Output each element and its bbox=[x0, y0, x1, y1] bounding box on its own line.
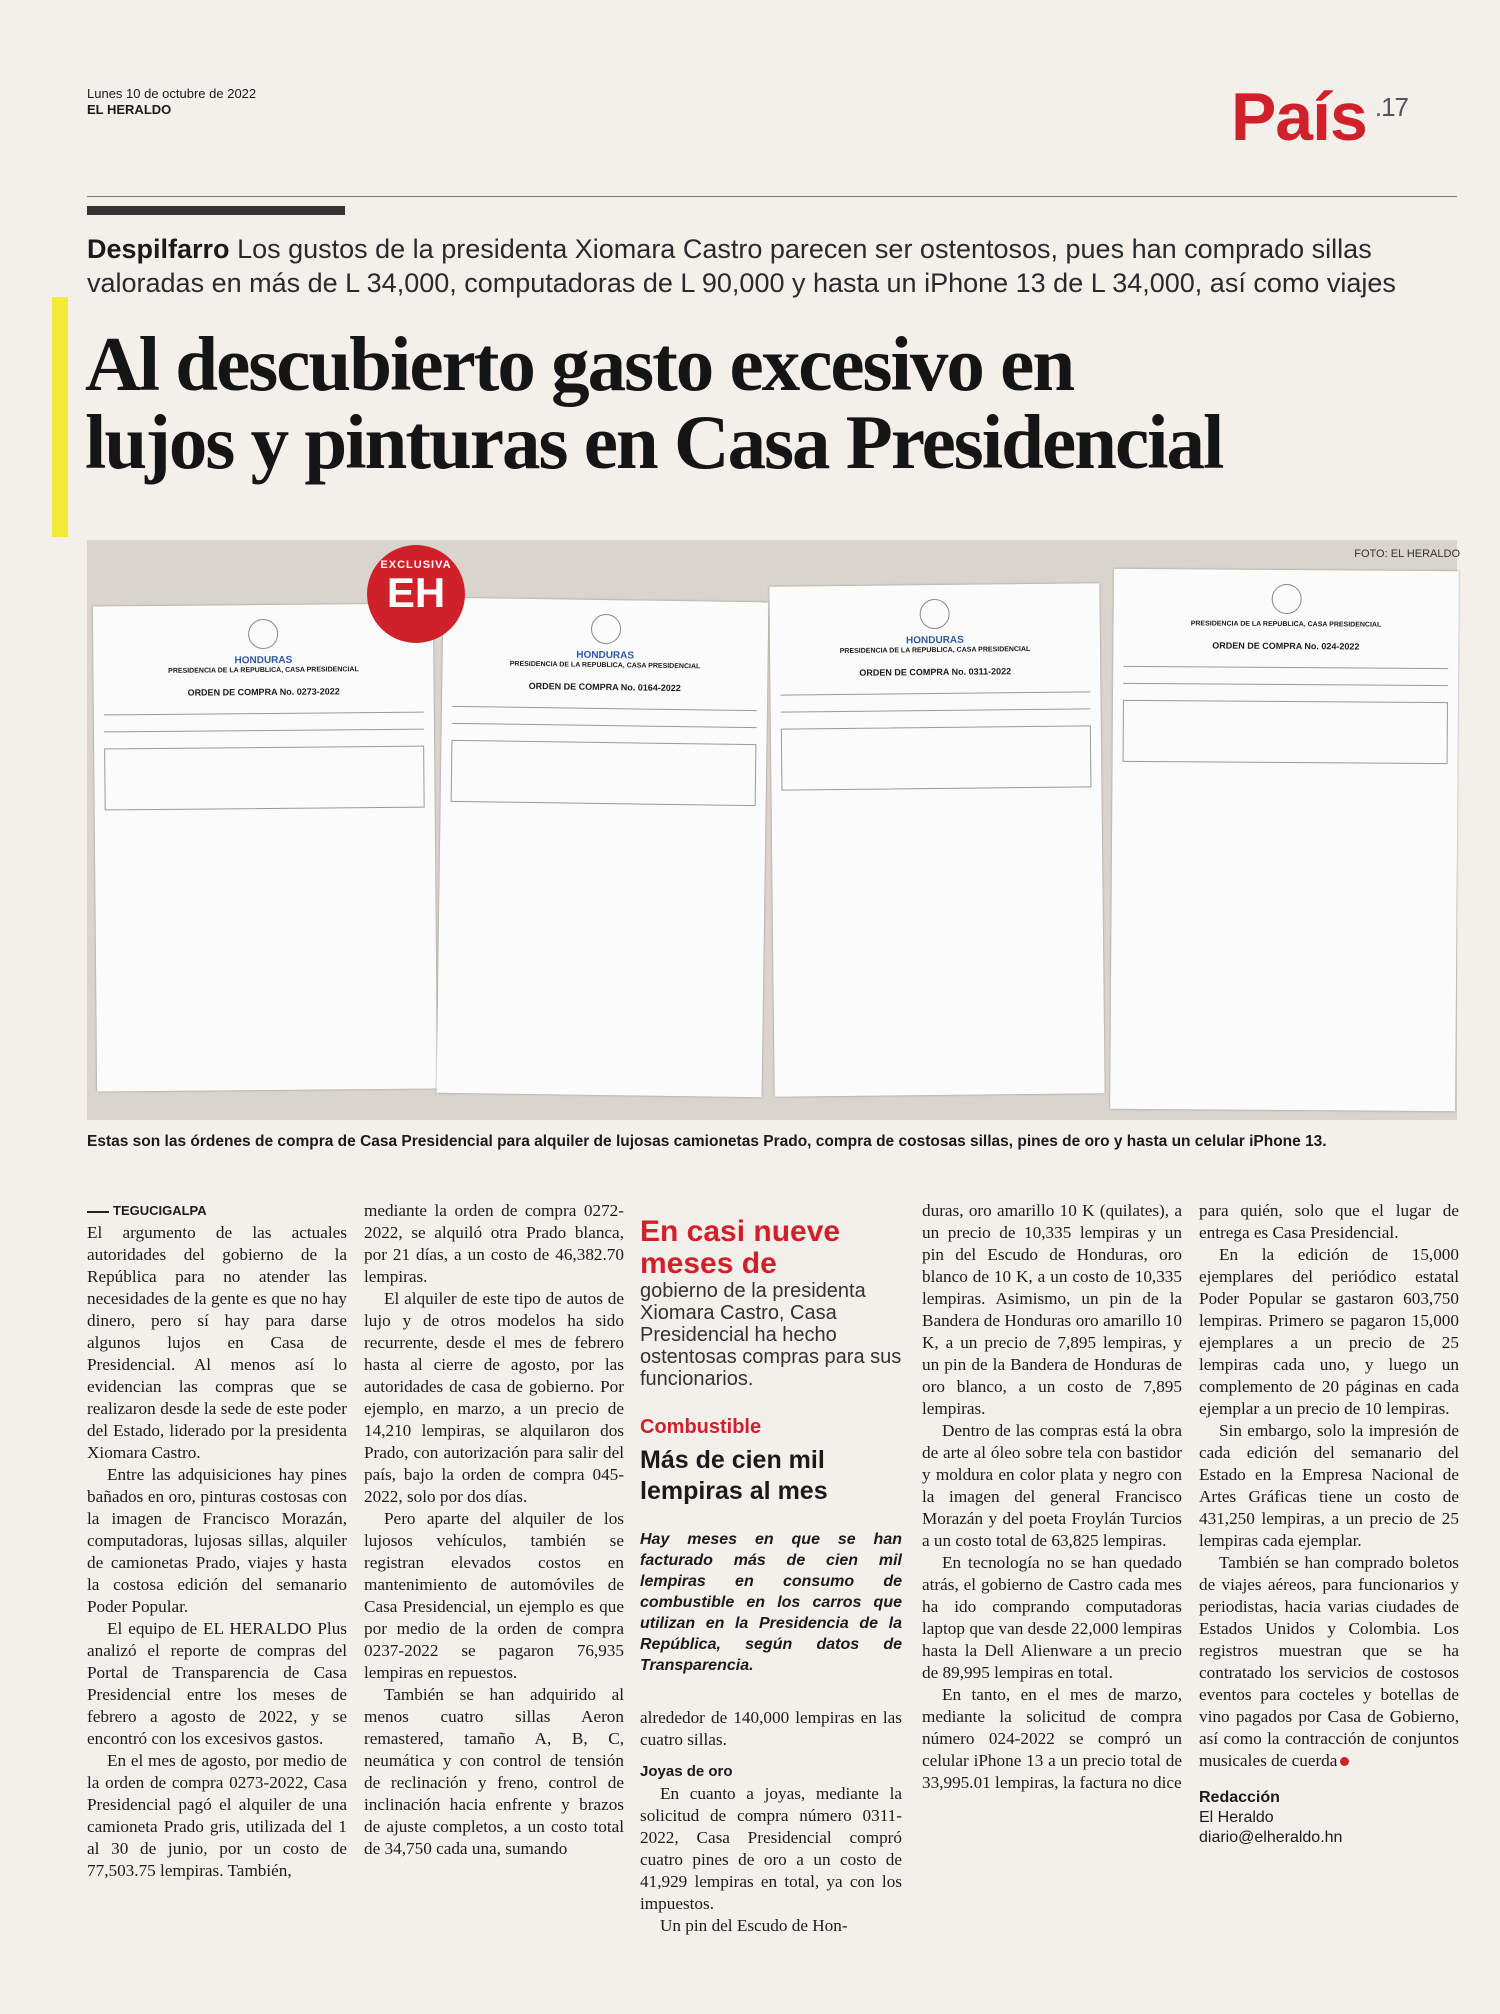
paragraph: mediante la orden de compra 0272-2022, se alquiló otra Prado blanca, por 21 días, a un costo de 46,382.70 lempiras. bbox=[364, 1201, 624, 1286]
doc-order-number: ORDEN DE COMPRA No. 0164-2022 bbox=[528, 680, 681, 694]
doc-institution: PRESIDENCIA DE LA REPUBLICA, CASA PRESIDENCIAL bbox=[509, 660, 701, 671]
paragraph: para quién, solo que el lugar de entrega es Casa Presidencial. bbox=[1199, 1201, 1459, 1242]
paragraph: Entre las adquisiciones hay pines bañados en oro, pinturas costosas con la imagen de Francisco Morazán, computadoras, lujosas sillas, alquiler de camionetas Prado, viajes y hasta la costosa edición del semanario Poder Popular. bbox=[87, 1465, 347, 1616]
article-column-5 bbox=[1199, 1200, 1459, 1848]
doc-table bbox=[1123, 700, 1448, 764]
page-number: .17 bbox=[1374, 92, 1408, 122]
date-text: Lunes 10 de octubre de 2022 bbox=[87, 86, 257, 101]
paragraph: alrededor de 140,000 lempiras en las cuatro sillas. bbox=[640, 1708, 902, 1749]
purchase-order-document bbox=[769, 583, 1104, 1096]
deck-lead: Despilfarro bbox=[87, 234, 230, 264]
sidebar-kicker: En casi nueve meses de bbox=[640, 1215, 841, 1280]
purchase-order-document bbox=[1110, 569, 1459, 1111]
paragraph: En tanto, en el mes de marzo, mediante la solicitud de compra número 024-2022 se compró un celular iPhone 13 a un precio total de 33,995.01 lempiras, la factura no dice bbox=[922, 1685, 1182, 1792]
paragraph: Un pin del Escudo de Hon- bbox=[660, 1916, 848, 1935]
fuel-heading: Más de cien mil lempiras al mes bbox=[640, 1446, 828, 1505]
paragraph bbox=[1199, 1552, 1459, 1772]
deck bbox=[87, 232, 1477, 300]
deck-text: Los gustos de la presidenta Xiomara Castro parecen ser ostentosos, pues han comprado sillas valoradas en más de L 34,000, computadoras de L 90,000 y hasta un iPhone 13 de L 34,000, así como viajes bbox=[87, 234, 1396, 298]
paper-name: EL HERALDO bbox=[87, 102, 172, 117]
paragraph: En cuanto a joyas, mediante la solicitud de compra número 0311-2022, Casa Presidencial compró cuatro pines de oro a un costo de 41,929 lempiras en total, ya con los impuestos. bbox=[640, 1784, 902, 1913]
coat-of-arms-icon bbox=[1271, 584, 1301, 614]
top-divider bbox=[87, 196, 1457, 197]
end-mark-icon bbox=[1340, 1757, 1349, 1766]
paragraph: El argumento de las actuales autoridades del gobierno de la República para no atender las necesidades de la gente es que no hay dinero, pero sí hay para darse algunos lujos en Casa de Presidencial. Al menos así lo evidencian las compras que se realizaron desde la sede de este poder del Estado, liderado por la presidenta Xiomara Castro. bbox=[87, 1223, 347, 1462]
doc-rule bbox=[1123, 666, 1448, 669]
paragraph: En la edición de 15,000 ejemplares del periódico estatal Poder Popular se gastaron 603,750 lempiras. Primero se pagaron 15,000 ejemplares a un precio de 25 lempiras cada uno, y luego un complemento de 20 páginas en cada ejemplar a un precio de 10 lempiras. bbox=[1199, 1245, 1459, 1418]
sidebar-kicker-text: gobierno de la presidenta Xiomara Castro, Casa Presidencial ha hecho ostentosas compras para sus funcionarios. bbox=[640, 1280, 902, 1390]
doc-order-number: ORDEN DE COMPRA No. 0311-2022 bbox=[859, 666, 1012, 678]
coat-of-arms-icon bbox=[590, 614, 620, 644]
fuel-text: Hay meses en que se han facturado más de cien mil lempiras en consumo de combustible en los carros que utilizan en la Presidencia de la República, según datos de Transparencia. bbox=[640, 1531, 902, 1674]
purchase-order-document bbox=[93, 604, 437, 1092]
paragraph-text: También se han comprado boletos de viajes aéreos, para funcionarios y periodistas, hacia varias ciudades de Estados Unidos y Colombia. Los registros muestran que se ha contratado los servicios de costosos eventos para cocteles y botellas de vino pagados por Casa de Gobierno, así como la contracción de conjuntos musicales de cuerda bbox=[1199, 1553, 1459, 1770]
doc-rule bbox=[780, 691, 1090, 695]
purchase-order-document bbox=[437, 598, 769, 1097]
subheading: Joyas de oro bbox=[640, 1763, 733, 1780]
doc-rule bbox=[452, 723, 757, 728]
highlight-mark bbox=[52, 297, 68, 537]
doc-rule bbox=[104, 712, 424, 716]
doc-order-number: ORDEN DE COMPRA No. 024-2022 bbox=[1212, 640, 1360, 652]
doc-table bbox=[104, 746, 425, 811]
photo-caption: Estas son las órdenes de compra de Casa Presidencial para alquiler de lujosas camionetas Prado, compra de costosas sillas, pines de oro y hasta un celular iPhone 13. bbox=[87, 1133, 1327, 1150]
byline bbox=[1199, 1788, 1459, 1848]
paragraph: Dentro de las compras está la obra de arte al óleo sobre tela con bastidor y moldura en color plata y negro con la imagen del general Francisco Morazán y del poeta Froylán Turcios a un costo total de 63,825 lempiras. bbox=[922, 1421, 1182, 1550]
paragraph: Sin embargo, solo la impresión de cada edición del semanario del Estado en la Empresa Nacional de Artes Gráficas tiene un costo de 431,250 lempiras, a un precio de 25 lempiras cada ejemplar. bbox=[1199, 1421, 1459, 1550]
headline-line-2: lujos y pinturas en Casa Presidencial bbox=[85, 399, 1223, 485]
byline-name: El Heraldo bbox=[1199, 1809, 1274, 1826]
doc-country: HONDURAS bbox=[905, 634, 964, 647]
article-column-2 bbox=[364, 1200, 624, 1860]
doc-rule bbox=[452, 706, 757, 711]
paragraph: El equipo de EL HERALDO Plus analizó el reporte de compras del Portal de Transparencia de Casa Presidencial entre los meses de febrero a agosto de 2022, y se encontró con los excesivos gastos. bbox=[87, 1619, 347, 1748]
paragraph: Pero aparte del alquiler de los lujosos vehículos, también se registran elevados costos en mantenimiento de automóviles de Casa Presidencial, un ejemplo es que por medio de la orden de compra 0237-2022 se pagaron 76,935 lempiras en repuestos. bbox=[364, 1509, 624, 1682]
doc-country: HONDURAS bbox=[234, 654, 293, 667]
doc-table bbox=[781, 725, 1092, 790]
paragraph: En tecnología no se han quedado atrás, el gobierno de Castro cada mes ha ido comprando computadoras laptop que van desde 22,000 lempiras hasta la Dell Alienware a un precio de 89,995 lempiras en total. bbox=[922, 1553, 1182, 1682]
top-bar bbox=[87, 206, 345, 215]
byline-email: diario@elheraldo.hn bbox=[1199, 1829, 1343, 1846]
byline-label: Redacción bbox=[1199, 1789, 1280, 1806]
fuel-label: Combustible bbox=[640, 1416, 762, 1438]
coat-of-arms-icon bbox=[248, 619, 278, 649]
paragraph: El alquiler de este tipo de autos de lujo y de otros modelos ha sido recurrente, desde el mes de febrero hasta al cierre de agosto, por las autoridades de casa de gobierno. Por ejemplo, en marzo, a un precio de 14,210 lempiras, se alquilaron dos Prado, con autorización para salir del país, bajo la orden de compra 045-2022, solo por dos días. bbox=[364, 1289, 624, 1506]
headline-line-1: Al descubierto gasto excesivo en bbox=[85, 321, 1074, 407]
paragraph: En el mes de agosto, por medio de la orden de compra 0273-2022, Casa Presidencial pagó el alquiler de una camioneta Prado gris, utilizada del 1 al 30 de junio, por un costo de 77,503.75 lempiras. También, bbox=[87, 1751, 347, 1880]
badge-label: EXCLUSIVA bbox=[380, 559, 452, 571]
article-column-4 bbox=[922, 1200, 1182, 1794]
section-name: País bbox=[1230, 79, 1367, 155]
sidebar-box bbox=[640, 1216, 902, 1676]
article-column-1 bbox=[87, 1200, 347, 1882]
coat-of-arms-icon bbox=[919, 599, 949, 629]
headline bbox=[85, 321, 1475, 485]
paragraph: duras, oro amarillo 10 K (quilates), a un precio de 10,335 lempiras y un pin del Escudo de Honduras, oro blanco de 10 K, a un costo de 10,335 lempiras. Asimismo, un pin de la Bandera de Honduras oro amarillo 10 K, a un precio de 7,895 lempiras, y un pin de la Bandera de Honduras de oro blanco, a un costo de 7,895 lempiras. bbox=[922, 1201, 1182, 1418]
badge-logo: EH bbox=[386, 569, 446, 616]
photo-credit: FOTO: EL HERALDO bbox=[1354, 548, 1460, 560]
article-column-3 bbox=[640, 1707, 902, 1937]
exclusive-badge bbox=[367, 545, 465, 643]
page-date bbox=[87, 86, 256, 118]
section-header bbox=[1231, 78, 1408, 156]
doc-order-number: ORDEN DE COMPRA No. 0273-2022 bbox=[187, 686, 340, 698]
doc-rule bbox=[1123, 683, 1448, 686]
dateline: TEGUCIGALPA bbox=[87, 1200, 347, 1222]
doc-institution: PRESIDENCIA DE LA REPUBLICA, CASA PRESIDENCIAL bbox=[839, 646, 1031, 656]
doc-country: HONDURAS bbox=[576, 649, 635, 662]
doc-institution: PRESIDENCIA DE LA REPUBLICA, CASA PRESIDENCIAL bbox=[168, 666, 359, 675]
doc-table bbox=[451, 740, 757, 806]
doc-rule bbox=[781, 708, 1091, 712]
doc-rule bbox=[104, 729, 424, 733]
paragraph: También se han adquirido al menos cuatro sillas Aeron remastered, tamaño A, B, C, neumática y con control de tensión de reclinación y freno, control de inclinación hacia enfrente y brazos de ajuste completos, a un costo total de 34,750 cada una, sumando bbox=[364, 1685, 624, 1858]
doc-institution: PRESIDENCIA DE LA REPUBLICA, CASA PRESIDENCIAL bbox=[1190, 620, 1382, 629]
